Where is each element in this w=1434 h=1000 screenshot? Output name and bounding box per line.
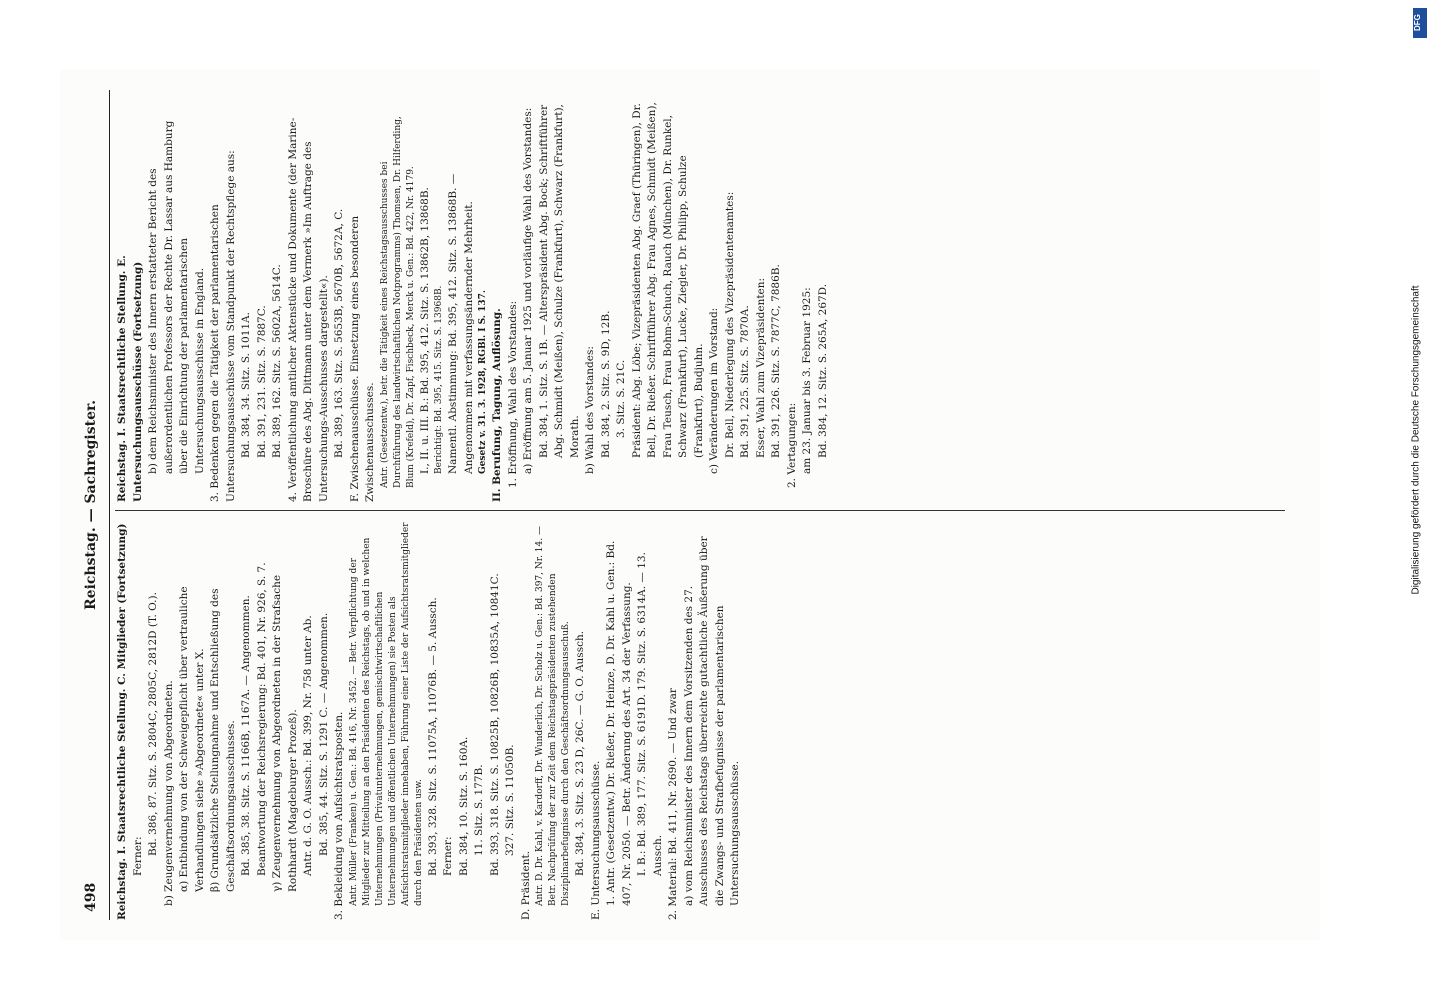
- text-line: a) vom Reichsminister des Innern dem Vorsitzenden des 27. Ausschusses des Reichstags überreichte gutachtliche Äußerung über die Zwangs- und Strafbefugnisse der parlamentarischen Untersuchungsausschüsse.: [682, 536, 741, 906]
- text-line: II. Berufung, Tagung, Auflösung.: [491, 308, 503, 502]
- text-line: I. B.: Bd. 389, 177. Sitz. S. 6191D. 179. Sitz. S. 6314A. — 13. Aussch.: [636, 552, 664, 876]
- text-line: 2. Vertagungen:: [785, 402, 798, 488]
- text-line: b) Zeugenvernehmung von Abgeordneten.: [162, 680, 175, 906]
- page-header: [75, 90, 110, 920]
- text-line: a) Eröffnung am 5. Januar 1925 und vorläufige Wahl des Vorstandes:: [522, 107, 534, 474]
- funding-text: Digitalisierung gefördert durch die Deutsche Forschungsgemeinschaft: [1410, 285, 1422, 595]
- scanned-page: [60, 70, 1320, 940]
- text-line: Beantwortung der Reichsregierung: Bd. 401, Nr. 926, S. 7.: [255, 562, 268, 876]
- text-line: γ) Zeugenvernehmung von Abgeordneten in der Strafsache Rothhardt (Magdeburger Prozeß).: [271, 574, 299, 892]
- text-line: Antr. D. Dr. Kahl, v. Kardorff, Dr. Wunderlich, Dr. Scholz u. Gen.: Bd. 397, Nr. 14. — Betr. Nachprüfung der zur Zeit dem Reichstagspräsidenten zustehenden Disziplinarbefugnisse durch den Geschäftsordnungsausschuß.: [535, 526, 571, 906]
- text-line: Antr. (Gesetzentw.), betr. die Tätigkeit eines Reichstagsausschusses bei Durchführung des landwirtschaftlichen Notprogramms) Thomsen, Dr. Hilferding, Blum (Krefeld), Dr. Zapf, Fischbeck, Merck u. Gen.: Bd. 422, Nr. 4179.: [379, 116, 416, 488]
- text-line: 3. Bedenken gegen die Tätigkeit der parlamentarischen Untersuchungsausschüsse vom Standpunkt der Rechtspflege aus:: [209, 150, 237, 502]
- text-line: Esser, Wahl zum Vizepräsidenten:: [754, 277, 767, 458]
- page-number: 498: [83, 882, 99, 912]
- text-line: Ferner:: [442, 836, 454, 876]
- text-line: Bd. 385, 38. Sitz. S. 1166B, 1167A. — Angenommen.: [240, 595, 252, 876]
- text-line: 3. Bekleidung von Aufsichtsratsposten.: [333, 711, 345, 920]
- text-line: Bd. 389, 162. Sitz. S. 5602A, 5614C.: [271, 264, 283, 458]
- text-line: 1. Eröffnung, Wahl des Vorstandes:: [506, 300, 519, 488]
- text-line: 4. Veröffentlichung amtlicher Aktenstücke und Dokumente (der Marine-Broschüre des Abg. Dittmann unter dem Vermerk »Im Auftrage des Untersuchungs-Ausschusses dargestellt«).: [286, 117, 330, 502]
- text-line: Bd. 385, 44. Sitz. S. 1291 C. — Angenommen.: [317, 612, 330, 856]
- text-line: 11. Sitz. S. 177B.: [473, 764, 485, 856]
- dfg-logo: DFG: [1413, 8, 1427, 38]
- text-line: 2. Material: Bd. 411, Nr. 2690. — Und zwar: [667, 688, 679, 920]
- text-line: 1. Antr. (Gesetzentw.) Dr. Rießer, Dr. Heinze, D. Dr. Kahl u. Gen.: Bd. 407, Nr. 2050. — Betr. Änderung des Art. 34 der Verfassung.: [605, 540, 633, 906]
- text-line: Antr. Müller (Franken) u. Gen.: Bd. 416, Nr. 3452. — Betr. Verpflichtung der Mitglieder zur Mitteilung an den Präsidenten des Reichstags, ob und in welchen Unternehmungen (Privatunternehmungen, gemischtwirtschaftlichen Unternehmungen und öffentlichen Unternehmungen) sie Posten als Aufsichtsratsmitglieder innehaben, Führung einer Liste der Aufsichtsratsmitglieder durch den Präsidenten usw.: [348, 522, 424, 906]
- text-line: Bd. 384, 2. Sitz. S. 9D, 12B.: [599, 310, 612, 458]
- text-line: Präsident: Abg. Löbe; Vizepräsidenten Abg. Graef (Thüringen), Dr. Bell, Dr. Rießer. Schriftführer Abg. Frau Agnes, Schmidt (Meißen), Frau Teusch, Frau Bohm-Schuch, Rauch (München), Dr. Runkel, Schwarz (Frankfurt), Lucke, Ziegler, Dr. Philipp, Schulze (Frankfurt), Budjuhn.: [630, 102, 705, 458]
- left-column: [115, 520, 1305, 920]
- text-line: I., II. u. III. B.: Bd. 395, 412. Sitz. S. 13862B, 13868B.: [418, 187, 431, 474]
- column-divider: [115, 510, 1285, 511]
- text-line: Bd. 384, 12. Sitz. S. 265A, 267D.: [816, 283, 829, 458]
- text-line: D. Präsident.: [519, 850, 532, 920]
- text-line: Bd. 391, 225. Sitz. S. 7870A.: [739, 305, 751, 458]
- text-line: Bd. 384, 1. Sitz. S. 1B. — Alterspräsident Abg. Bock; Schriftführer Abg. Schmidt (Meißen), Schulze (Frankfurt), Schwarz (Frankfurt), Morath.: [537, 104, 581, 458]
- text-line: F. Zwischenausschüsse. Einsetzung eines besonderen Zwischenausschusses.: [348, 215, 376, 502]
- text-line: α) Entbindung von der Schweigepflicht über vertrauliche Verhandlungen siehe »Abgeordnete« unter X.: [178, 586, 206, 892]
- text-line: Bd. 391, 231. Sitz. S. 7887C.: [255, 305, 268, 458]
- rotated-content: [75, 90, 1305, 920]
- text-line: b) dem Reichsminister des Innern erstatteter Bericht des außerordentlichen Professors der Rechte Dr. Lassar aus Hamburg über die Einrichtung der parlamentarischen Untersuchungsausschüsse in England.: [147, 120, 206, 474]
- text-line: Reichstag. I. Staatsrechtliche Stellung. E. Untersuchungsausschüsse (Fortsetzung): [116, 255, 144, 502]
- text-line: β) Grundsätzliche Stellungnahme und Entschließung des Geschäftsordnungsausschusses.: [209, 588, 237, 892]
- text-line: Dr. Bell, Niederlegung des Vizepräsidentenamtes:: [723, 191, 736, 458]
- text-line: Berichtigt: Bd. 395, 415. Sitz. S. 13968B.: [434, 285, 444, 474]
- text-line: Bd. 393, 328. Sitz. S. 11075A, 11076B. — 5. Aussch.: [426, 597, 439, 876]
- text-line: Bd. 384, 3. Sitz. S. 23 D, 26C. — G. O. Aussch.: [574, 630, 586, 876]
- text-line: 327. Sitz. S. 11050B.: [504, 744, 516, 856]
- text-line: Gesetz v. 31. 3. 1928, RGBl. I S. 137.: [478, 290, 488, 474]
- text-line: c) Veränderungen im Vorstand:: [708, 307, 720, 474]
- text-line: Bd. 393, 318. Sitz. S. 10825B, 10826B, 10835A, 10841C.: [488, 573, 501, 876]
- text-line: Bd. 384, 34. Sitz. S. 1011A.: [240, 312, 252, 458]
- funding-notice: [1405, 0, 1427, 1000]
- right-column: [115, 102, 1305, 502]
- text-line: Reichstag. I. Staatsrechtliche Stellung. C. Mitglieder (Fortsetzung): [116, 523, 128, 920]
- text-line: Namentl. Abstimmung: Bd. 395, 412. Sitz. S. 13868B. — Angenommen mit verfassungsändernder Mehrheit.: [447, 173, 475, 474]
- text-line: 3. Sitz. S. 21C.: [615, 359, 627, 438]
- text-line: Bd. 389, 163. Sitz. S. 5653B, 5670B, 5672A, C.: [333, 208, 345, 458]
- text-line: Bd. 384, 10. Sitz. S. 160A.: [457, 736, 470, 876]
- page-title: Reichstag. — Sachregister.: [83, 400, 99, 610]
- text-line: Ferner:: [131, 836, 144, 876]
- text-line: b) Wahl des Vorstandes:: [584, 346, 596, 474]
- text-line: Bd. 386, 87. Sitz. S. 2804C, 2805C, 2812D (T. O.).: [147, 592, 159, 856]
- text-line: Bd. 391, 226. Sitz. S. 7877C, 7886B.: [770, 264, 782, 458]
- text-line: am 23. Januar bis 3. Februar 1925:: [801, 287, 813, 474]
- text-line: Antr. d. G. O. Aussch.: Bd. 399, Nr. 758 unter Ab.: [302, 615, 314, 876]
- text-line: E. Untersuchungsausschüsse.: [589, 760, 602, 920]
